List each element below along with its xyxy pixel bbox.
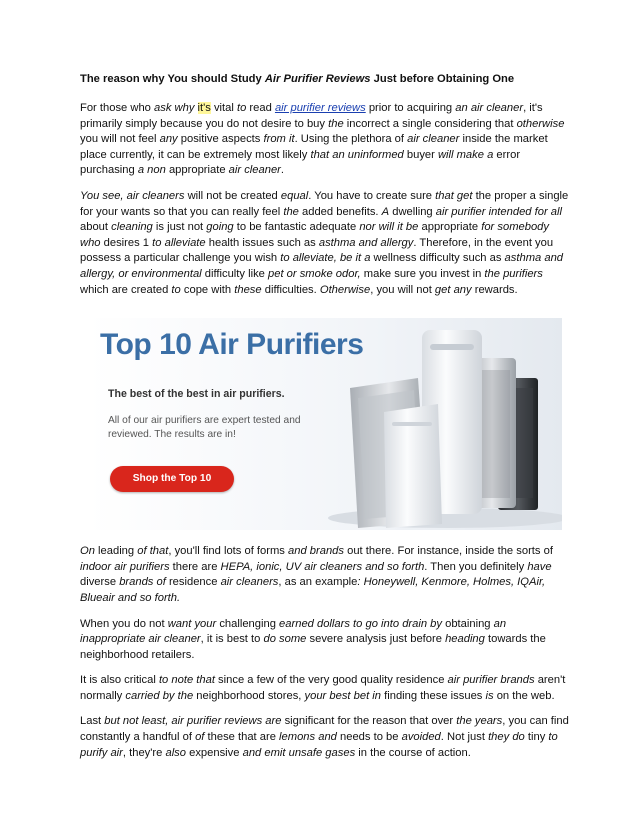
- highlighted-word: it's: [197, 102, 211, 114]
- paragraph-3: On leading of that, you'll find lots of forms and brands out there. For instance, inside the sorts of indoor air purifiers there are HEPA, ionic, UV air cleaners and so forth. Then you definitely have diverse brands of residence air cleaners, as an example: Honeywell, Kenmore, Holmes, IQAir, Blueair and so forth.: [80, 545, 553, 604]
- document-page: [80, 60, 570, 771]
- paragraph-2: You see, air cleaners will not be created equal. You have to create sure that get the proper a single for your wants so that you can really feel the added benefits. A dwelling air purifier intended for all about cleaning is just not going to be fantastic adequate nor will it be appropriate for somebody who desires 1 to alleviate health issues such as asthma and allergy. Therefore, in the event you possess a particular challenge you wish to alleviate, be it a wellness difficulty such as asthma and allergy, or environmental difficulty like pet or smoke odor, make sure you invest in the purifiers which are created to cope with these difficulties. Otherwise, you will not get any rewards.: [80, 189, 569, 296]
- air-purifier-reviews-link[interactable]: air purifier reviews: [274, 102, 366, 114]
- banner-title: Top 10 Air Purifiers: [100, 328, 364, 362]
- paragraph-6: Last but not least, air purifier reviews are significant for the reason that over the years, you can find constantly a handful of of these that are lemons and needs to be avoided. Not just they do tiny to purify air, they're also expensive and emit unsafe gases in the course of action.: [80, 715, 569, 759]
- paragraph-4: When you do not want your challenging earned dollars to go into drain by obtaining an inappropriate air cleaner, it is best to do some severe analysis just before heading towards the neighborhood retailers.: [80, 617, 546, 661]
- shop-top-10-button[interactable]: Shop the Top 10: [110, 466, 234, 492]
- banner-subtitle: The best of the best in air purifiers.: [108, 388, 285, 401]
- banner-body: All of our air purifiers are expert tested and reviewed. The results are in!: [108, 415, 301, 441]
- paragraph-1: For those who ask why it's vital to read air purifier reviews prior to acquiring an air cleaner, it's primarily simply because you do not desire to buy the incorrect a single considering that otherwise you will not feel any positive aspects from it. Using the plethora of air cleaner inside the market place currently, it can be extremely most likely that an uninformed buyer will make a error purchasing a non appropriate air cleaner.: [80, 102, 565, 177]
- article-heading: The reason why You should Study Air Purifier Reviews Just before Obtaining One: [80, 73, 515, 85]
- paragraph-5: It is also critical to note that since a few of the very good quality residence air purifier brands aren't normally carried by the neighborhood stores, your best bet in finding these issues is on the web.: [80, 674, 566, 702]
- top-10-air-purifiers-banner[interactable]: [88, 318, 562, 530]
